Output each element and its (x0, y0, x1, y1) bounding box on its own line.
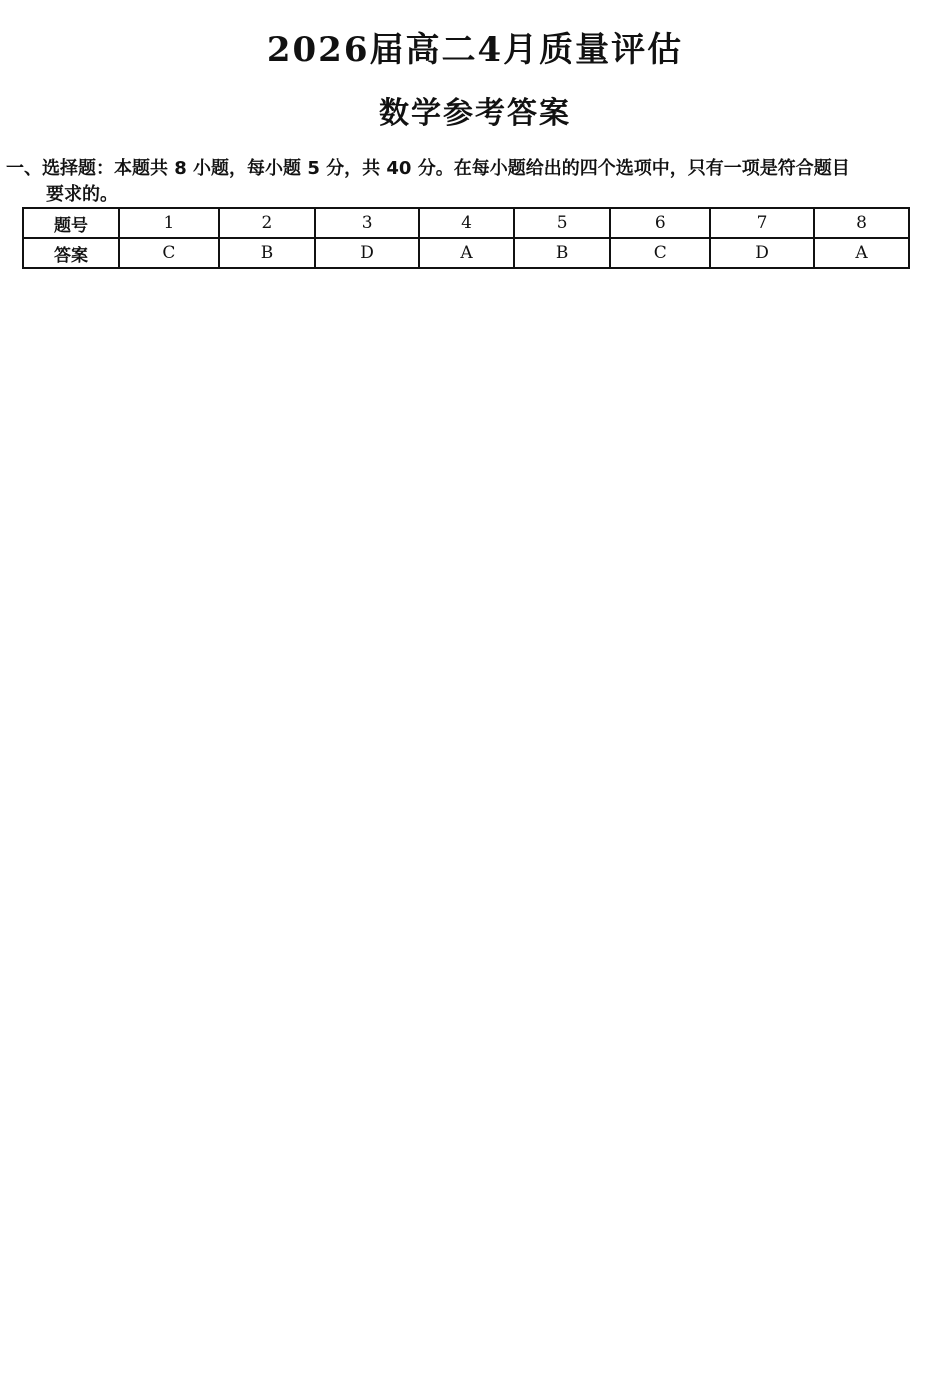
answer-table-header-row (23, 208, 909, 238)
answer-cell: A (419, 238, 514, 268)
answer-cell: C (119, 238, 219, 268)
answer-cell: B (219, 238, 315, 268)
answer-cell: B (514, 238, 610, 268)
answer-table (22, 207, 910, 269)
number-cell: 3 (315, 208, 419, 238)
number-cell: 6 (610, 208, 710, 238)
number-cell: 8 (814, 208, 909, 238)
page-subtitle: 数学参考答案 (379, 96, 571, 131)
answer-cell: D (710, 238, 814, 268)
section-heading (6, 156, 936, 208)
number-cell: 5 (514, 208, 610, 238)
answer-cell: D (315, 238, 419, 268)
number-cell: 2 (219, 208, 315, 238)
answer-label-cell: 答案 (23, 238, 119, 268)
number-cell: 7 (710, 208, 814, 238)
number-cell: 4 (419, 208, 514, 238)
number-cell: 1 (119, 208, 219, 238)
answer-cell: A (814, 238, 909, 268)
section-line-2: 要求的。 (46, 184, 118, 205)
section-line-1: 一、选择题：本题共 8 小题，每小题 5 分，共 40 分。在每小题给出的四个选项中，只有一项是符合题目 (6, 158, 850, 179)
answer-cell: C (610, 238, 710, 268)
header-label-cell: 题号 (23, 208, 119, 238)
answer-table-answer-row (23, 238, 909, 268)
page-title: 2026届高二4月质量评估 (266, 30, 684, 70)
